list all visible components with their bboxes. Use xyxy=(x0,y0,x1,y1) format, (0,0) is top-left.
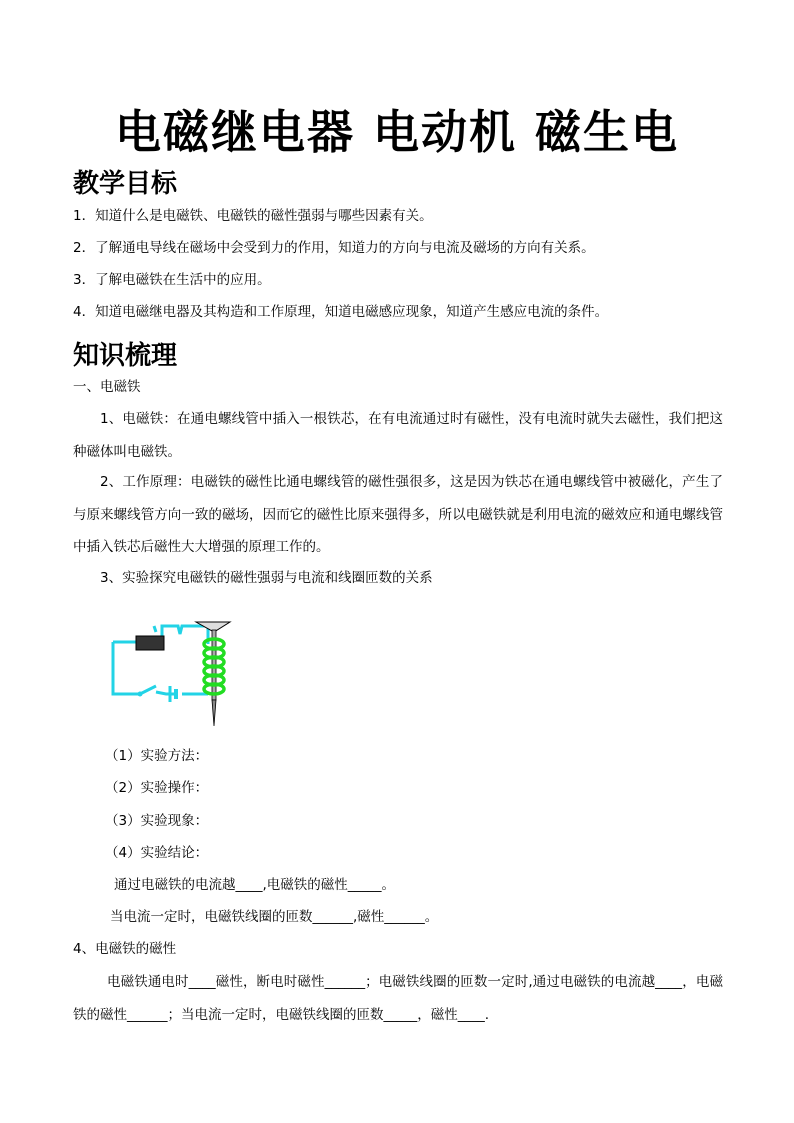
electromagnet-circuit-diagram xyxy=(108,614,248,730)
subheading-magnetism: 4、电磁铁的磁性 xyxy=(73,941,177,957)
switch-icon xyxy=(140,686,156,694)
coil-icon xyxy=(204,639,224,694)
step-phenomenon: （3）实验现象： xyxy=(105,813,209,829)
rheostat-icon xyxy=(136,636,164,650)
section-heading-goals: 教学目标 xyxy=(73,169,178,199)
conclusion-current: 通过电磁铁的电流越____,电磁铁的磁性_____。 xyxy=(114,877,396,893)
goal-item-3: 3．了解电磁铁在生活中的应用。 xyxy=(73,272,271,288)
goal-item-2: 2．了解通电导线在磁场中会受到力的作用，知道力的方向与电流及磁场的方向有关系。 xyxy=(73,240,595,256)
paragraph-definition: 1、电磁铁：在通电螺线管中插入一根铁芯，在有电流通过时有磁性，没有电流时就失去磁性，我们把这种磁体叫电磁铁。 xyxy=(73,411,723,460)
step-operation: （2）实验操作： xyxy=(105,780,209,796)
step-conclusion: （4）实验结论： xyxy=(105,845,209,861)
section-heading-knowledge: 知识梳理 xyxy=(73,341,178,371)
step-method: （1）实验方法： xyxy=(105,748,209,764)
paragraph-principle: 2、工作原理：电磁铁的磁性比通电螺线管的磁性强很多，这是因为铁芯在通电螺线管中被磁化，产生了与原来螺线管方向一致的磁场，因而它的磁性比原来强得多，所以电磁铁就是利用电流的磁效应和通电螺线管中插入铁芯后磁性大大增强的原理工作的。 xyxy=(73,474,723,555)
page-title: 电磁继电器 电动机 磁生电 xyxy=(114,105,680,159)
goal-item-4: 4．知道电磁继电器及其构造和工作原理，知道电磁感应现象，知道产生感应电流的条件。 xyxy=(73,304,609,320)
paragraph-magnetism-fill: 电磁铁通电时____磁性，断电时磁性______；电磁铁线圈的匝数一定时,通过电磁铁的电流越____，电磁铁的磁性______；当电流一定时，电磁铁线圈的匝数_____，磁性____. xyxy=(73,974,723,1023)
goal-item-1: 1．知道什么是电磁铁、电磁铁的磁性强弱与哪些因素有关。 xyxy=(73,208,433,224)
subheading-electromagnet: 一、电磁铁 xyxy=(73,379,141,395)
conclusion-turns: 当电流一定时，电磁铁线圈的匝数______,磁性______。 xyxy=(110,909,439,925)
paragraph-experiment: 3、实验探究电磁铁的磁性强弱与电流和线圈匝数的关系 xyxy=(100,570,433,586)
